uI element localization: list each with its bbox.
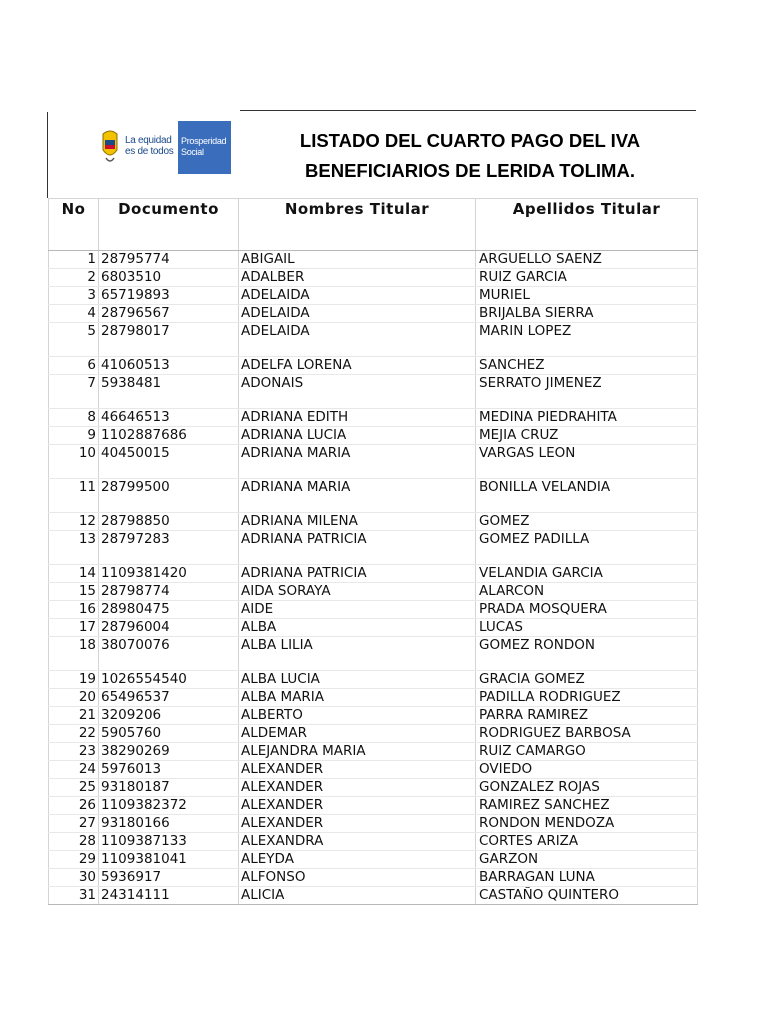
cell-documento: 93180187 — [99, 779, 239, 797]
cell-no: 13 — [49, 531, 99, 565]
cell-apellidos: RODRIGUEZ BARBOSA — [476, 725, 698, 743]
cell-no: 7 — [49, 375, 99, 409]
cell-apellidos: LUCAS — [476, 619, 698, 637]
cell-apellidos: BRIJALBA SIERRA — [476, 305, 698, 323]
table-row — [49, 409, 698, 427]
cell-nombres: ALDEMAR — [239, 725, 476, 743]
cell-apellidos: ARGUELLO SAENZ — [476, 251, 698, 269]
table-row — [49, 815, 698, 833]
table-row — [49, 725, 698, 743]
cell-no: 1 — [49, 251, 99, 269]
cell-nombres: ALBERTO — [239, 707, 476, 725]
cell-nombres: ADELAIDA — [239, 323, 476, 357]
cell-no: 28 — [49, 833, 99, 851]
table-row — [49, 427, 698, 445]
table-row — [49, 707, 698, 725]
cell-documento: 28798774 — [99, 583, 239, 601]
cell-no: 17 — [49, 619, 99, 637]
cell-documento: 46646513 — [99, 409, 239, 427]
cell-apellidos: VARGAS LEON — [476, 445, 698, 479]
cell-documento: 28796004 — [99, 619, 239, 637]
cell-nombres: ADALBER — [239, 269, 476, 287]
cell-no: 12 — [49, 513, 99, 531]
cell-documento: 38070076 — [99, 637, 239, 671]
cell-apellidos: VELANDIA GARCIA — [476, 565, 698, 583]
table-row — [49, 565, 698, 583]
cell-documento: 1109381420 — [99, 565, 239, 583]
cell-nombres: ADELAIDA — [239, 305, 476, 323]
cell-nombres: ALEJANDRA MARIA — [239, 743, 476, 761]
cell-documento: 5938481 — [99, 375, 239, 409]
logo-text-right: Prosperidad Social — [181, 136, 227, 157]
table-row — [49, 887, 698, 905]
cell-documento: 5936917 — [99, 869, 239, 887]
cell-no: 19 — [49, 671, 99, 689]
cell-no: 25 — [49, 779, 99, 797]
cell-apellidos: GARZON — [476, 851, 698, 869]
cell-no: 4 — [49, 305, 99, 323]
cell-nombres: ADRIANA EDITH — [239, 409, 476, 427]
cell-no: 21 — [49, 707, 99, 725]
table-row — [49, 761, 698, 779]
cell-apellidos: OVIEDO — [476, 761, 698, 779]
cell-apellidos: GONZALEZ ROJAS — [476, 779, 698, 797]
table-row — [49, 375, 698, 409]
cell-documento: 1026554540 — [99, 671, 239, 689]
cell-nombres: ALFONSO — [239, 869, 476, 887]
cell-no: 18 — [49, 637, 99, 671]
cell-apellidos: MEJIA CRUZ — [476, 427, 698, 445]
cell-nombres: ALBA LUCIA — [239, 671, 476, 689]
table-row — [49, 357, 698, 375]
table-row — [49, 637, 698, 671]
cell-nombres: ADONAIS — [239, 375, 476, 409]
cell-no: 9 — [49, 427, 99, 445]
table-row — [49, 445, 698, 479]
cell-documento: 3209206 — [99, 707, 239, 725]
table-row — [49, 689, 698, 707]
cell-apellidos: GOMEZ RONDON — [476, 637, 698, 671]
cell-no: 30 — [49, 869, 99, 887]
cell-nombres: AIDE — [239, 601, 476, 619]
cell-nombres: ADELAIDA — [239, 287, 476, 305]
cell-no: 8 — [49, 409, 99, 427]
column-header-no: No — [49, 199, 99, 251]
table-row — [49, 269, 698, 287]
cell-no: 27 — [49, 815, 99, 833]
cell-apellidos: PRADA MOSQUERA — [476, 601, 698, 619]
title-line-2: BENEFICIARIOS DE LERIDA TOLIMA. — [305, 160, 635, 181]
cell-documento: 28797283 — [99, 531, 239, 565]
cell-documento: 1109387133 — [99, 833, 239, 851]
cell-nombres: ALICIA — [239, 887, 476, 905]
table-row — [49, 479, 698, 513]
cell-apellidos: RUIZ CAMARGO — [476, 743, 698, 761]
cell-nombres: ADRIANA PATRICIA — [239, 531, 476, 565]
cell-nombres: ADRIANA MILENA — [239, 513, 476, 531]
cell-documento: 24314111 — [99, 887, 239, 905]
cell-documento: 28795774 — [99, 251, 239, 269]
cell-documento: 28799500 — [99, 479, 239, 513]
cell-nombres: ADRIANA MARIA — [239, 445, 476, 479]
table-row — [49, 601, 698, 619]
table-row — [49, 779, 698, 797]
cell-documento: 93180166 — [99, 815, 239, 833]
table-row — [49, 513, 698, 531]
cell-no: 14 — [49, 565, 99, 583]
cell-nombres: ADRIANA PATRICIA — [239, 565, 476, 583]
table-row — [49, 851, 698, 869]
cell-apellidos: MARIN LOPEZ — [476, 323, 698, 357]
cell-documento: 28798850 — [99, 513, 239, 531]
table-row — [49, 869, 698, 887]
cell-no: 2 — [49, 269, 99, 287]
header-rule — [240, 110, 696, 111]
cell-apellidos: RONDON MENDOZA — [476, 815, 698, 833]
cell-apellidos: PARRA RAMIREZ — [476, 707, 698, 725]
table-row — [49, 305, 698, 323]
table-row — [49, 323, 698, 357]
cell-apellidos: MEDINA PIEDRAHITA — [476, 409, 698, 427]
cell-nombres: ALEXANDER — [239, 761, 476, 779]
cell-apellidos: BARRAGAN LUNA — [476, 869, 698, 887]
title-line-1: LISTADO DEL CUARTO PAGO DEL IVA — [299, 130, 641, 151]
column-header-documento: Documento — [99, 199, 239, 251]
colombia-crest-icon — [100, 128, 120, 166]
table-row — [49, 583, 698, 601]
cell-documento: 28796567 — [99, 305, 239, 323]
cell-apellidos: MURIEL — [476, 287, 698, 305]
logo-text-left: La equidad es de todos — [125, 135, 174, 157]
cell-no: 24 — [49, 761, 99, 779]
cell-documento: 40450015 — [99, 445, 239, 479]
cell-documento: 65496537 — [99, 689, 239, 707]
table-row — [49, 833, 698, 851]
cell-no: 29 — [49, 851, 99, 869]
cell-documento: 1109382372 — [99, 797, 239, 815]
cell-apellidos: GOMEZ — [476, 513, 698, 531]
cell-apellidos: CASTAÑO QUINTERO — [476, 887, 698, 905]
cell-apellidos: RUIZ GARCIA — [476, 269, 698, 287]
cell-no: 10 — [49, 445, 99, 479]
cell-no: 15 — [49, 583, 99, 601]
logo-blue-box — [178, 121, 231, 174]
prosperidad-social-logo — [96, 121, 231, 174]
table-header-row — [49, 199, 698, 251]
cell-no: 23 — [49, 743, 99, 761]
cell-apellidos: GOMEZ PADILLA — [476, 531, 698, 565]
cell-apellidos: PADILLA RODRIGUEZ — [476, 689, 698, 707]
cell-nombres: ALBA MARIA — [239, 689, 476, 707]
cell-documento: 38290269 — [99, 743, 239, 761]
cell-nombres: ALBA LILIA — [239, 637, 476, 671]
cell-no: 11 — [49, 479, 99, 513]
cell-nombres: ALEXANDER — [239, 797, 476, 815]
cell-no: 3 — [49, 287, 99, 305]
cell-documento: 1109381041 — [99, 851, 239, 869]
cell-documento: 1102887686 — [99, 427, 239, 445]
cell-nombres: AIDA SORAYA — [239, 583, 476, 601]
cell-nombres: ALEXANDER — [239, 815, 476, 833]
column-header-nombres: Nombres Titular — [239, 199, 476, 251]
cell-nombres: ALEXANDER — [239, 779, 476, 797]
cell-apellidos: SERRATO JIMENEZ — [476, 375, 698, 409]
table-row — [49, 797, 698, 815]
table-row — [49, 531, 698, 565]
beneficiaries-table — [48, 198, 698, 905]
cell-nombres: ALEYDA — [239, 851, 476, 869]
table-row — [49, 671, 698, 689]
column-header-apellidos: Apellidos Titular — [476, 199, 698, 251]
cell-nombres: ABIGAIL — [239, 251, 476, 269]
cell-nombres: ALBA — [239, 619, 476, 637]
cell-apellidos: RAMIREZ SANCHEZ — [476, 797, 698, 815]
cell-nombres: ADRIANA LUCIA — [239, 427, 476, 445]
cell-documento: 41060513 — [99, 357, 239, 375]
cell-no: 26 — [49, 797, 99, 815]
table-row — [49, 619, 698, 637]
cell-apellidos: ALARCON — [476, 583, 698, 601]
table-row — [49, 251, 698, 269]
table-row — [49, 287, 698, 305]
cell-nombres: ALEXANDRA — [239, 833, 476, 851]
cell-documento: 5976013 — [99, 761, 239, 779]
document-title — [260, 126, 680, 186]
cell-documento: 6803510 — [99, 269, 239, 287]
cell-no: 20 — [49, 689, 99, 707]
table-row — [49, 743, 698, 761]
cell-documento: 28980475 — [99, 601, 239, 619]
cell-no: 22 — [49, 725, 99, 743]
cell-documento: 5905760 — [99, 725, 239, 743]
cell-nombres: ADRIANA MARIA — [239, 479, 476, 513]
cell-no: 16 — [49, 601, 99, 619]
cell-apellidos: GRACIA GOMEZ — [476, 671, 698, 689]
left-border — [47, 112, 48, 198]
cell-documento: 28798017 — [99, 323, 239, 357]
cell-no: 6 — [49, 357, 99, 375]
cell-documento: 65719893 — [99, 287, 239, 305]
cell-no: 5 — [49, 323, 99, 357]
cell-apellidos: BONILLA VELANDIA — [476, 479, 698, 513]
cell-apellidos: CORTES ARIZA — [476, 833, 698, 851]
cell-nombres: ADELFA LORENA — [239, 357, 476, 375]
cell-apellidos: SANCHEZ — [476, 357, 698, 375]
cell-no: 31 — [49, 887, 99, 905]
